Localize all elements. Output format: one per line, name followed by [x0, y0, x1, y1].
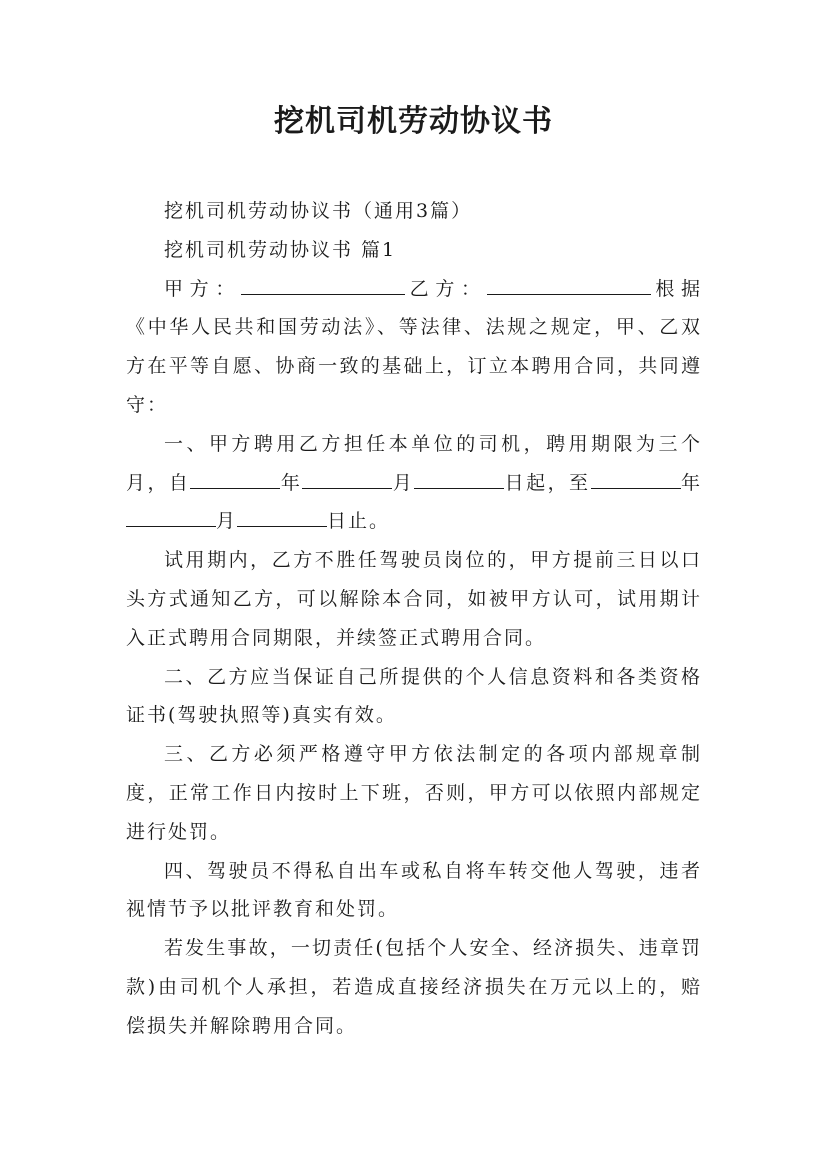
month-label: 月	[392, 471, 415, 494]
accident-paragraph: 若发生事故，一切责任(包括个人安全、经济损失、违章罚款)由司机个人承担，若造成直接经济损失在万元以上的，赔偿损失并解除聘用合同。	[126, 937, 702, 1037]
probation-paragraph: 试用期内，乙方不胜任驾驶员岗位的，甲方提前三日以口头方式通知乙方，可以解除本合同，如被甲方认可，试用期计入正式聘用合同期限，并续签正式聘用合同。	[126, 549, 702, 649]
day-from-label: 日起，至	[504, 471, 591, 494]
clause-2-paragraph: 二、乙方应当保证自己所提供的个人信息资料和各类资格证书(驾驶执照等)真实有效。	[126, 665, 702, 727]
subtitle-line: 挖机司机劳动协议书（通用3篇）	[164, 200, 473, 222]
year-label-2: 年	[680, 471, 702, 494]
document-title: 挖机司机劳动协议书	[274, 104, 553, 139]
day-to-label: 日止。	[327, 510, 391, 533]
clause-4-paragraph: 四、驾驶员不得私自出车或私自将车转交他人驾驶，违者视情节予以批评教育和处罚。	[126, 859, 702, 921]
clause-1-paragraph	[126, 425, 702, 541]
start-day-blank	[414, 470, 504, 489]
party-a-blank	[241, 276, 405, 295]
party-b-label: 乙方：	[405, 277, 487, 300]
start-year-blank	[190, 470, 280, 489]
end-year-blank	[591, 470, 681, 489]
end-month-blank	[126, 508, 216, 527]
clause-1-text: 一、甲方聘用乙方担任本单位的司机，聘用期限为三个月，自	[126, 432, 702, 494]
year-label: 年	[280, 471, 303, 494]
party-a-label: 甲方：	[164, 277, 241, 300]
clause-3-paragraph: 三、乙方必须严格遵守甲方依法制定的各项内部规章制度，正常工作日内按时上下班，否则，甲方可以依照内部规定进行处罚。	[126, 743, 702, 843]
party-b-blank	[487, 276, 651, 295]
section-heading: 挖机司机劳动协议书 篇1	[164, 238, 397, 261]
party-paragraph	[126, 270, 702, 425]
party-paragraph-text: 根据《中华人民共和国劳动法》、等法律、法规之规定，甲、乙双方在平等自愿、协商一致的基础上，订立本聘用合同，共同遵守：	[126, 277, 702, 416]
document-body	[126, 192, 702, 1046]
month-label-2: 月	[216, 510, 238, 533]
start-month-blank	[302, 470, 392, 489]
end-day-blank	[237, 508, 327, 527]
